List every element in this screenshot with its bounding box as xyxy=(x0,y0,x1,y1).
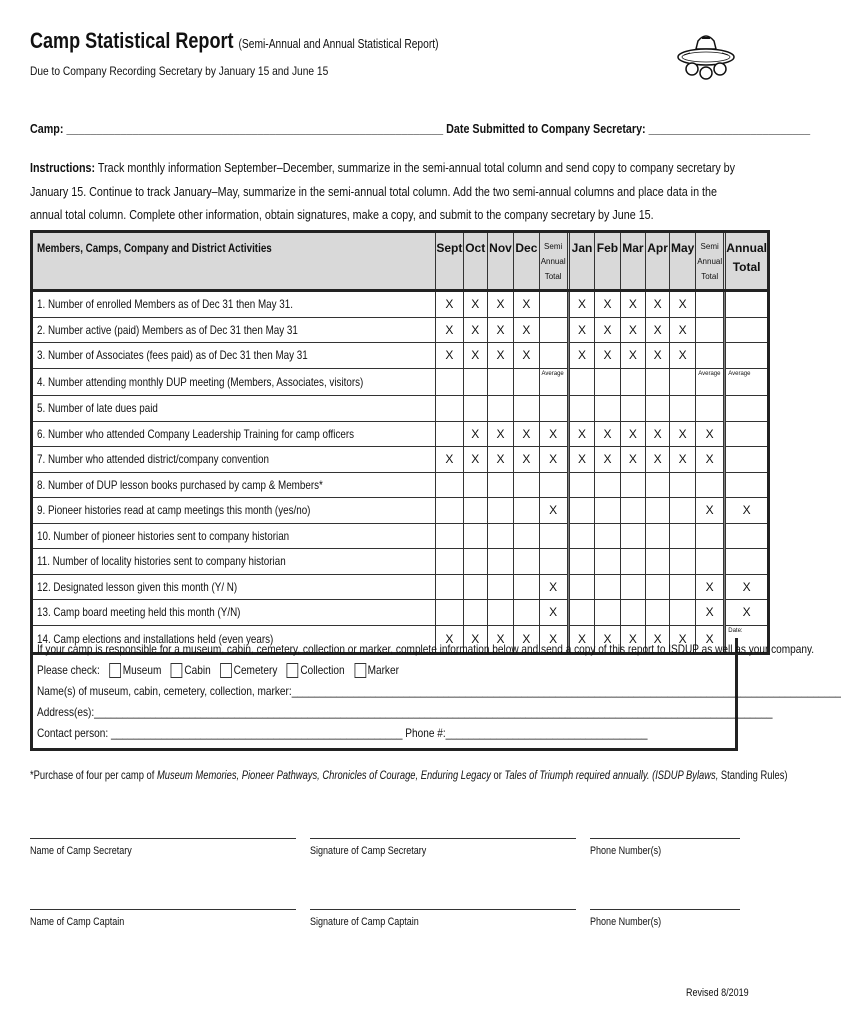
camp-info-line xyxy=(30,122,811,136)
cell-sept[interactable] xyxy=(435,523,463,549)
cell-annual[interactable] xyxy=(726,421,769,447)
col-header: May xyxy=(670,232,696,291)
due-date-note: Due to Company Recording Secretary by January 15 and June 15 xyxy=(30,64,329,78)
row-label: 8. Number of DUP lesson books purchased by camp & Members* xyxy=(32,472,436,498)
cell-mar[interactable] xyxy=(620,396,645,422)
row-label: 11. Number of locality histories sent to company historian xyxy=(32,549,436,575)
cabin-label: Cabin xyxy=(184,663,211,677)
cell-may[interactable] xyxy=(670,472,696,498)
row-label: 2. Number active (paid) Members as of Dec 31 then May 31 xyxy=(32,317,436,343)
cell-may: X xyxy=(670,421,696,447)
cell-may[interactable] xyxy=(670,396,696,422)
cell-jan[interactable] xyxy=(569,600,594,626)
marker-checkbox[interactable] xyxy=(354,663,366,678)
table-row xyxy=(32,368,769,396)
cell-may[interactable] xyxy=(670,600,696,626)
secretary-phone-line[interactable] xyxy=(590,838,740,839)
cell-annual: X xyxy=(726,498,769,524)
activities-table xyxy=(30,230,770,655)
cell-jan[interactable] xyxy=(569,472,594,498)
cell-sept[interactable] xyxy=(435,472,463,498)
camp-captain-name-line[interactable] xyxy=(30,909,296,910)
cell-nov: X xyxy=(487,447,513,473)
phone-label: Phone #: xyxy=(405,726,446,740)
cell-oct[interactable] xyxy=(463,368,487,396)
cell-may[interactable] xyxy=(670,498,696,524)
cell-mar[interactable] xyxy=(620,600,645,626)
cell-semi-fall[interactable] xyxy=(539,549,567,575)
cell-semi-spring: X xyxy=(696,421,724,447)
cell-may[interactable] xyxy=(670,523,696,549)
cell-may: X xyxy=(670,317,696,343)
cell-apr[interactable] xyxy=(646,574,670,600)
cell-annual[interactable] xyxy=(726,447,769,473)
cell-oct[interactable] xyxy=(463,600,487,626)
cell-apr[interactable] xyxy=(646,368,670,396)
col-header: Dec xyxy=(514,232,539,291)
cell-nov: X xyxy=(487,291,513,318)
table-row xyxy=(32,396,769,422)
cell-dec[interactable] xyxy=(514,396,539,422)
cell-sept: X xyxy=(435,343,463,369)
cell-feb[interactable] xyxy=(595,472,621,498)
cabin-checkbox[interactable] xyxy=(171,663,183,678)
cell-semi-spring[interactable] xyxy=(696,523,724,549)
cell-nov[interactable] xyxy=(487,523,513,549)
cell-apr: X xyxy=(646,291,670,318)
cell-feb: X xyxy=(595,291,621,318)
table-row xyxy=(32,498,769,524)
cell-feb[interactable] xyxy=(595,396,621,422)
cell-semi-fall: X xyxy=(539,421,567,447)
cell-annual[interactable] xyxy=(726,472,769,498)
cell-jan[interactable] xyxy=(569,523,594,549)
report-subtitle: (Semi-Annual and Annual Statistical Report) xyxy=(238,37,439,51)
cell-sept[interactable] xyxy=(435,421,463,447)
address-label: Address(es): xyxy=(37,705,95,719)
facility-checkboxes xyxy=(37,663,399,678)
cell-semi-spring[interactable] xyxy=(696,317,724,343)
cell-nov[interactable] xyxy=(487,396,513,422)
cell-semi-spring[interactable] xyxy=(696,549,724,575)
camp-secretary-name-line[interactable] xyxy=(30,838,296,839)
facility-names-line xyxy=(37,684,841,698)
cell-mar: X xyxy=(620,421,645,447)
cell-sept[interactable] xyxy=(435,396,463,422)
cell-feb: X xyxy=(595,343,621,369)
cell-may: X xyxy=(670,447,696,473)
cell-nov[interactable] xyxy=(487,600,513,626)
cell-semi-spring[interactable]: Average xyxy=(696,368,724,396)
annual-total-header: Annual Total xyxy=(726,232,769,291)
cell-mar: X xyxy=(620,447,645,473)
cell-dec[interactable] xyxy=(514,368,539,396)
cell-oct: X xyxy=(463,343,487,369)
cell-mar[interactable] xyxy=(620,549,645,575)
date-submitted-label: Date Submitted to Company Secretary: xyxy=(446,122,646,136)
cell-mar[interactable] xyxy=(620,472,645,498)
row-label: 6. Number who attended Company Leadership Training for camp officers xyxy=(32,421,436,447)
museum-label: Museum xyxy=(122,663,162,677)
semi-annual-header-fall: Semi Annual Total xyxy=(539,232,567,291)
cell-nov: X xyxy=(487,317,513,343)
cell-jan[interactable] xyxy=(569,368,594,396)
cell-oct: X xyxy=(463,317,487,343)
cell-semi-spring: X xyxy=(696,574,724,600)
cell-may[interactable] xyxy=(670,549,696,575)
cell-feb[interactable] xyxy=(595,549,621,575)
facility-names-label: Name(s) of museum, cabin, cemetery, collection, marker: xyxy=(37,684,292,698)
cell-annual[interactable] xyxy=(726,396,769,422)
address-input[interactable]: _________________________________________________________________________________________________________________________ xyxy=(94,705,773,719)
cell-semi-fall[interactable] xyxy=(539,396,567,422)
cell-semi-spring[interactable] xyxy=(696,343,724,369)
cell-dec[interactable] xyxy=(514,549,539,575)
cell-annual[interactable] xyxy=(726,291,769,318)
cell-annual[interactable]: Date: xyxy=(726,625,769,654)
cell-jan: X xyxy=(569,421,594,447)
cell-sept[interactable] xyxy=(435,549,463,575)
dup-logo-icon xyxy=(676,33,736,81)
cell-dec[interactable] xyxy=(514,600,539,626)
table-row xyxy=(32,291,769,318)
cell-oct[interactable] xyxy=(463,549,487,575)
table-row xyxy=(32,574,769,600)
table-title-cell xyxy=(32,232,436,291)
cell-feb: X xyxy=(595,625,621,654)
instructions-text: Track monthly information September–December, summarize in the semi-annual total column and send copy to company secretary by January 15. Continue to track January–May, summarize in the semi-annual total column. Add the two semi-annual columns and place data in the annual total column. Complete other information, obtain signatures, make a copy, and submit to the company secretary by June 15. xyxy=(30,161,736,222)
cell-apr[interactable] xyxy=(646,472,670,498)
instructions xyxy=(30,157,744,228)
cell-oct: X xyxy=(463,421,487,447)
cell-semi-spring: X xyxy=(696,600,724,626)
cell-semi-spring[interactable] xyxy=(696,291,724,318)
facility-intro: If your camp is responsible for a museum, cabin, cemetery, collection or marker, complete information below and send a copy of this report to ISDUP as well as your company. xyxy=(37,642,815,656)
cell-mar: X xyxy=(620,625,645,654)
semi-annual-header-spring: Semi Annual Total xyxy=(696,232,724,291)
page-title xyxy=(30,28,439,54)
col-header: Oct xyxy=(463,232,487,291)
row-label: 13. Camp board meeting held this month (Y/N) xyxy=(32,600,436,626)
facility-names-input[interactable]: __________________________________________________________________________________________________ xyxy=(291,684,841,698)
cell-semi-fall: X xyxy=(539,498,567,524)
cell-semi-spring: X xyxy=(696,498,724,524)
phone-input[interactable]: ____________________________________ xyxy=(445,726,648,740)
table-row xyxy=(32,421,769,447)
cell-dec: X xyxy=(514,447,539,473)
cell-semi-fall[interactable] xyxy=(539,291,567,318)
cell-dec: X xyxy=(514,343,539,369)
cell-jan: X xyxy=(569,317,594,343)
row-label: 9. Pioneer histories read at camp meetings this month (yes/no) xyxy=(32,498,436,524)
cell-feb: X xyxy=(595,447,621,473)
collection-label: Collection xyxy=(300,663,345,677)
cell-apr[interactable] xyxy=(646,600,670,626)
cell-annual[interactable] xyxy=(726,317,769,343)
cell-semi-fall: X xyxy=(539,447,567,473)
table-row xyxy=(32,472,769,498)
cell-apr[interactable] xyxy=(646,396,670,422)
row-label: 5. Number of late dues paid xyxy=(32,396,436,422)
cell-semi-fall[interactable] xyxy=(539,343,567,369)
cell-jan[interactable] xyxy=(569,574,594,600)
col-header: Mar xyxy=(620,232,645,291)
cell-may[interactable] xyxy=(670,574,696,600)
cell-oct: X xyxy=(463,625,487,654)
cell-nov[interactable] xyxy=(487,368,513,396)
col-header: Jan xyxy=(569,232,594,291)
museum-checkbox[interactable] xyxy=(109,663,121,678)
cell-apr: X xyxy=(646,317,670,343)
cell-sept: X xyxy=(435,625,463,654)
cell-mar[interactable] xyxy=(620,574,645,600)
cell-mar: X xyxy=(620,343,645,369)
cell-semi-fall[interactable]: Average xyxy=(539,368,567,396)
please-check-label: Please check: xyxy=(37,663,100,677)
cell-mar[interactable] xyxy=(620,498,645,524)
cell-jan: X xyxy=(569,625,594,654)
contact-input[interactable]: ____________________________________________________ xyxy=(110,726,403,740)
cell-feb[interactable] xyxy=(595,574,621,600)
cell-nov[interactable] xyxy=(487,498,513,524)
cell-apr: X xyxy=(646,343,670,369)
camp-input[interactable]: _______________________________________________________________ xyxy=(66,122,444,136)
cell-annual[interactable] xyxy=(726,549,769,575)
cell-semi-fall[interactable] xyxy=(539,317,567,343)
cell-mar: X xyxy=(620,291,645,318)
cell-dec: X xyxy=(514,291,539,318)
table-row xyxy=(32,523,769,549)
captain-phone-label: Phone Number(s) xyxy=(590,916,662,928)
col-header: Feb xyxy=(595,232,621,291)
cell-semi-spring: X xyxy=(696,447,724,473)
cell-may: X xyxy=(670,291,696,318)
row-label: 12. Designated lesson given this month (Y/ N) xyxy=(32,574,436,600)
cell-may: X xyxy=(670,625,696,654)
cell-mar[interactable] xyxy=(620,368,645,396)
camp-captain-signature-line[interactable] xyxy=(310,909,576,910)
cell-oct: X xyxy=(463,291,487,318)
cell-oct: X xyxy=(463,447,487,473)
cell-apr[interactable] xyxy=(646,549,670,575)
table-title: Members, Camps, Company and District Activities xyxy=(37,241,272,255)
cell-nov: X xyxy=(487,625,513,654)
cell-sept[interactable] xyxy=(435,600,463,626)
cell-nov: X xyxy=(487,421,513,447)
cell-feb[interactable] xyxy=(595,523,621,549)
cell-feb: X xyxy=(595,317,621,343)
cell-oct[interactable] xyxy=(463,472,487,498)
cell-apr[interactable] xyxy=(646,498,670,524)
collection-checkbox[interactable] xyxy=(287,663,299,678)
table-row xyxy=(32,447,769,473)
cell-feb[interactable] xyxy=(595,368,621,396)
secretary-phone-label: Phone Number(s) xyxy=(590,845,662,857)
facility-section xyxy=(30,638,841,751)
cell-nov[interactable] xyxy=(487,574,513,600)
cell-may: X xyxy=(670,343,696,369)
camp-secretary-signature-line[interactable] xyxy=(310,838,576,839)
row-label: 10. Number of pioneer histories sent to company historian xyxy=(32,523,436,549)
revision-date: Revised 8/2019 xyxy=(686,987,749,999)
cell-dec[interactable] xyxy=(514,498,539,524)
table-row xyxy=(32,317,769,343)
cell-jan: X xyxy=(569,447,594,473)
cell-dec[interactable] xyxy=(514,574,539,600)
cell-nov[interactable] xyxy=(487,549,513,575)
cell-semi-spring: X xyxy=(696,625,724,654)
table-row xyxy=(32,600,769,626)
report-title: Camp Statistical Report xyxy=(30,28,234,53)
cell-dec[interactable] xyxy=(514,523,539,549)
cell-apr: X xyxy=(646,447,670,473)
cell-oct[interactable] xyxy=(463,396,487,422)
table-header-row xyxy=(32,232,769,291)
row-label: 3. Number of Associates (fees paid) as of Dec 31 then May 31 xyxy=(32,343,436,369)
row-label: 14. Camp elections and installations held (even years) xyxy=(32,625,436,654)
captain-name-label: Name of Camp Captain xyxy=(30,916,125,928)
cell-nov[interactable] xyxy=(487,472,513,498)
cell-dec: X xyxy=(514,625,539,654)
date-submitted-input[interactable]: ___________________________ xyxy=(648,122,811,136)
row-label: 4. Number attending monthly DUP meeting (Members, Associates, visitors) xyxy=(32,368,436,396)
footnote: *Purchase of four per camp of Museum Memories, Pioneer Pathways, Chronicles of Courage, Enduring Legacy or Tales of Triumph required annually. (ISDUP Bylaws, Standing Rules) xyxy=(30,768,788,782)
table-row xyxy=(32,343,769,369)
marker-label: Marker xyxy=(367,663,399,677)
cell-jan[interactable] xyxy=(569,396,594,422)
cell-semi-fall: X xyxy=(539,600,567,626)
cell-sept: X xyxy=(435,447,463,473)
cell-semi-spring[interactable] xyxy=(696,396,724,422)
secretary-name-label: Name of Camp Secretary xyxy=(30,845,132,857)
cell-semi-fall: X xyxy=(539,625,567,654)
col-header: Apr xyxy=(646,232,670,291)
row-label: 1. Number of enrolled Members as of Dec 31 then May 31. xyxy=(32,291,436,318)
contact-label: Contact person: xyxy=(37,726,109,740)
row-label: 7. Number who attended district/company convention xyxy=(32,447,436,473)
cemetery-checkbox[interactable] xyxy=(220,663,232,678)
cell-sept[interactable] xyxy=(435,498,463,524)
cell-annual: X xyxy=(726,600,769,626)
cell-annual[interactable] xyxy=(726,343,769,369)
cell-jan[interactable] xyxy=(569,498,594,524)
col-header: Sept xyxy=(435,232,463,291)
col-header: Nov xyxy=(487,232,513,291)
cell-dec: X xyxy=(514,421,539,447)
cell-mar[interactable] xyxy=(620,523,645,549)
cell-feb[interactable] xyxy=(595,498,621,524)
address-line xyxy=(37,705,772,719)
cell-annual[interactable] xyxy=(726,523,769,549)
cell-semi-fall[interactable] xyxy=(539,523,567,549)
captain-phone-line[interactable] xyxy=(590,909,740,910)
cell-annual[interactable]: Average xyxy=(726,368,769,396)
cell-oct[interactable] xyxy=(463,523,487,549)
cell-sept[interactable] xyxy=(435,368,463,396)
cell-sept: X xyxy=(435,291,463,318)
instructions-label: Instructions: xyxy=(30,161,96,175)
cell-may[interactable] xyxy=(670,368,696,396)
secretary-signature-label: Signature of Camp Secretary xyxy=(310,845,427,857)
table-row xyxy=(32,549,769,575)
cell-sept[interactable] xyxy=(435,574,463,600)
cell-feb[interactable] xyxy=(595,600,621,626)
cell-annual: X xyxy=(726,574,769,600)
captain-signature-label: Signature of Camp Captain xyxy=(310,916,419,928)
cell-nov: X xyxy=(487,343,513,369)
cell-apr: X xyxy=(646,625,670,654)
cell-jan: X xyxy=(569,343,594,369)
cell-semi-spring[interactable] xyxy=(696,472,724,498)
cell-oct[interactable] xyxy=(463,498,487,524)
cell-feb: X xyxy=(595,421,621,447)
cell-dec[interactable] xyxy=(514,472,539,498)
cell-sept: X xyxy=(435,317,463,343)
cell-semi-fall: X xyxy=(539,574,567,600)
cell-semi-fall[interactable] xyxy=(539,472,567,498)
cell-jan[interactable] xyxy=(569,549,594,575)
cell-apr: X xyxy=(646,421,670,447)
cell-apr[interactable] xyxy=(646,523,670,549)
cemetery-label: Cemetery xyxy=(233,663,278,677)
cell-mar: X xyxy=(620,317,645,343)
cell-dec: X xyxy=(514,317,539,343)
cell-oct[interactable] xyxy=(463,574,487,600)
cell-jan: X xyxy=(569,291,594,318)
camp-label: Camp: xyxy=(30,122,64,136)
contact-line xyxy=(37,726,647,740)
